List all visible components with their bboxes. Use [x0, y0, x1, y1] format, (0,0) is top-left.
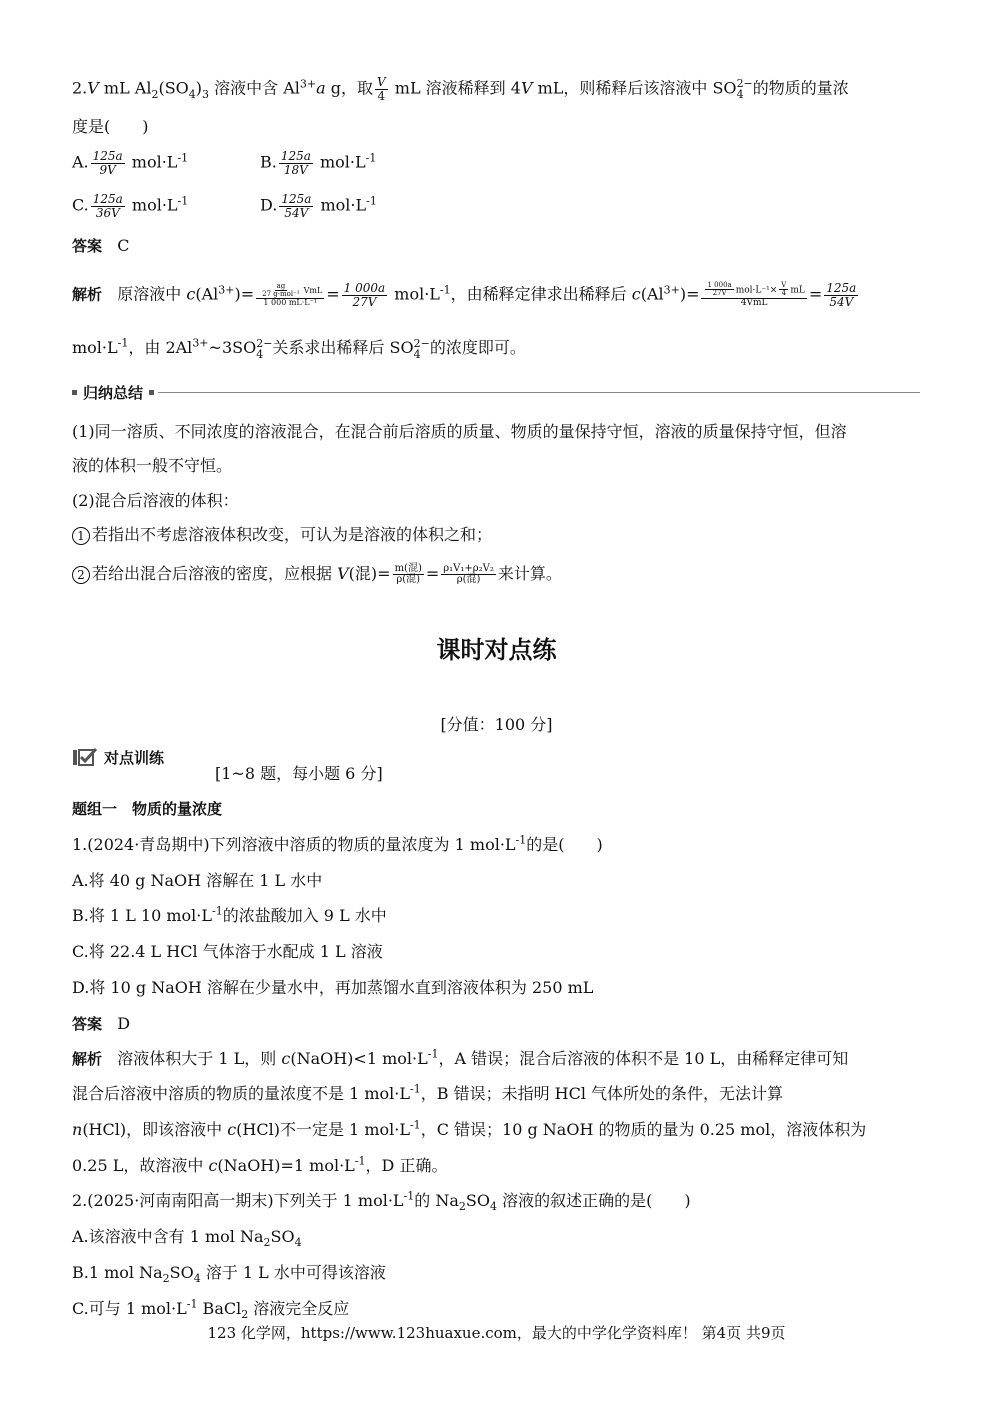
q2-option-b: B. $\frac{125a}{18V}$ $mol\cdot L^{-1}$: [260, 149, 377, 177]
summary-heading: 归纳总结: [72, 382, 920, 402]
q2-analysis-line2: $mol\cdot L^{-1}$，由 $2Al^{3+}\sim 3SO$ 2− 4 关系求出稀释后 SO 2− 4 的浓度即可。: [72, 336, 526, 361]
summary-square-icon: [72, 390, 77, 395]
q1-option-a: A.将 40 g NaOH 溶解在 1 L 水中: [72, 871, 323, 890]
q1-analysis-line4: 0.25 L，故溶液中 c(NaOH)=1 $mol\cdot L^{-1}$，D 正确。: [72, 1154, 448, 1175]
summary-square-icon: [149, 390, 154, 395]
q1-analysis-line2: 混合后溶液中溶质的物质的量浓度不是 1 $mol\cdot L^{-1}$，B 错误；未指明 HCl 气体所处的条件，无法计算: [72, 1082, 784, 1103]
q2-option-c: C. $\frac{125a}{36V}$ $mol\cdot L^{-1}$: [72, 192, 189, 220]
summary-divider: [158, 392, 920, 393]
practice-score: [分值：100 分]: [440, 715, 553, 734]
page-footer: 123 化学网，https://www.123huaxue.com，最大的中学化学资料库！ 第4页 共9页: [207, 1324, 786, 1342]
checklist-icon: [72, 747, 98, 767]
q1-answer: 答案 D: [72, 1014, 131, 1033]
summary-p3: 1 若指出不考虑溶液体积改变，可认为是溶液的体积之和；: [72, 524, 492, 546]
section-label: 对点训练: [104, 749, 165, 767]
q2-option-a: A. $\frac{125a}{9V}$ $mol\cdot L^{-1}$: [72, 149, 189, 177]
q2-stem-line2: 度是( ): [72, 117, 149, 136]
circled-number: 1: [72, 527, 90, 545]
pq2-option-c: C.可与 1 $mol\cdot L^{-1}$ BaCl$_2$ 溶液完全反应: [72, 1297, 350, 1322]
summary-p2: (2)混合后溶液的体积：: [72, 491, 239, 510]
q2-answer: 答案 C: [72, 236, 130, 255]
summary-p1: (1)同一溶质、不同浓度的溶液混合，在混合前后溶质的质量、物质的量保持守恒，溶液的质量保持守恒，但溶: [72, 422, 847, 441]
group-title: 题组一 物质的量浓度: [72, 800, 223, 818]
q1-option-c: C.将 22.4 L HCl 气体溶于水配成 1 L 溶液: [72, 942, 383, 961]
q2-analysis-line1: 解析 原溶液中 $c(Al^{3+})=$ $\frac{ag}{\text{27 g·mol⁻¹}}$ VmL 1 000 mL·L⁻¹ = $\frac{1 000a}{27V}$ $mol\cdot L^{-1}$，由稀释定律求出稀释后 $c(Al^{3+})=$ $\frac{1 000a}{27V}$ mol·L⁻¹× $\frac{V}{4}$ mL 4VmL = $\frac{125a}{54V}$: [72, 281, 857, 309]
q1-analysis-line1: 解析 溶液体积大于 1 L，则 c(NaOH)<1 $mol\cdot L^{-1}$，A 错误；混合后溶液的体积不是 10 L，由稀释定律可知: [72, 1047, 849, 1068]
summary-p4: 2 若给出混合后溶液的密度，应根据 V(混)= $\frac{\text{m(混)}}{\text{ρ(混)}}$ = $\frac{\text{ρ₁V₁+ρ₂V₂}}{\text{ρ(混)}}$ 来计算。: [72, 563, 562, 586]
circled-number: 2: [72, 566, 90, 584]
pq2-option-b: B.1 mol $Na_2SO_4$ 溶于 1 L 水中可得该溶液: [72, 1263, 386, 1286]
q2-stem-line1: 2.V mL $Al_2(SO_4)_3$ 溶液中含 $Al^{3+}a$ g，取 $\frac{V}{4}$ mL 溶液稀释到 4V mL，则稀释后该溶液中 SO 2− 4 的物质的量浓: [72, 75, 849, 103]
pq2-option-a: A.该溶液中含有 1 mol $Na_2SO_4$: [72, 1227, 302, 1250]
section-note: [1~8 题，每小题 6 分]: [215, 764, 383, 783]
q1-stem: 1.(2024·青岛期中)下列溶液中溶质的物质的量浓度为 1 $mol\cdot L^{-1}$的是( ): [72, 833, 603, 854]
summary-p1-cont: 液的体积一般不守恒。: [72, 456, 233, 475]
q2-option-d: D. $\frac{125a}{54V}$ $mol\cdot L^{-1}$: [260, 192, 377, 220]
q1-option-b: B.将 1 L 10 $mol\cdot L^{-1}$的浓盐酸加入 9 L 水中: [72, 904, 387, 925]
practice-heading: 课时对点练: [436, 636, 557, 664]
q1-analysis-line3: n(HCl)，即该溶液中 c(HCl)不一定是 1 $mol\cdot L^{-1}$，C 错误；10 g NaOH 的物质的量为 0.25 mol，溶液体积为: [72, 1118, 867, 1139]
q1-option-d: D.将 10 g NaOH 溶解在少量水中，再加蒸馏水直到溶液体积为 250 mL: [72, 978, 594, 997]
pq2-stem: 2.(2025·河南南阳高一期末)下列关于 1 $mol\cdot L^{-1}$的 $Na_2SO_4$ 溶液的叙述正确的是( ): [72, 1189, 691, 1214]
